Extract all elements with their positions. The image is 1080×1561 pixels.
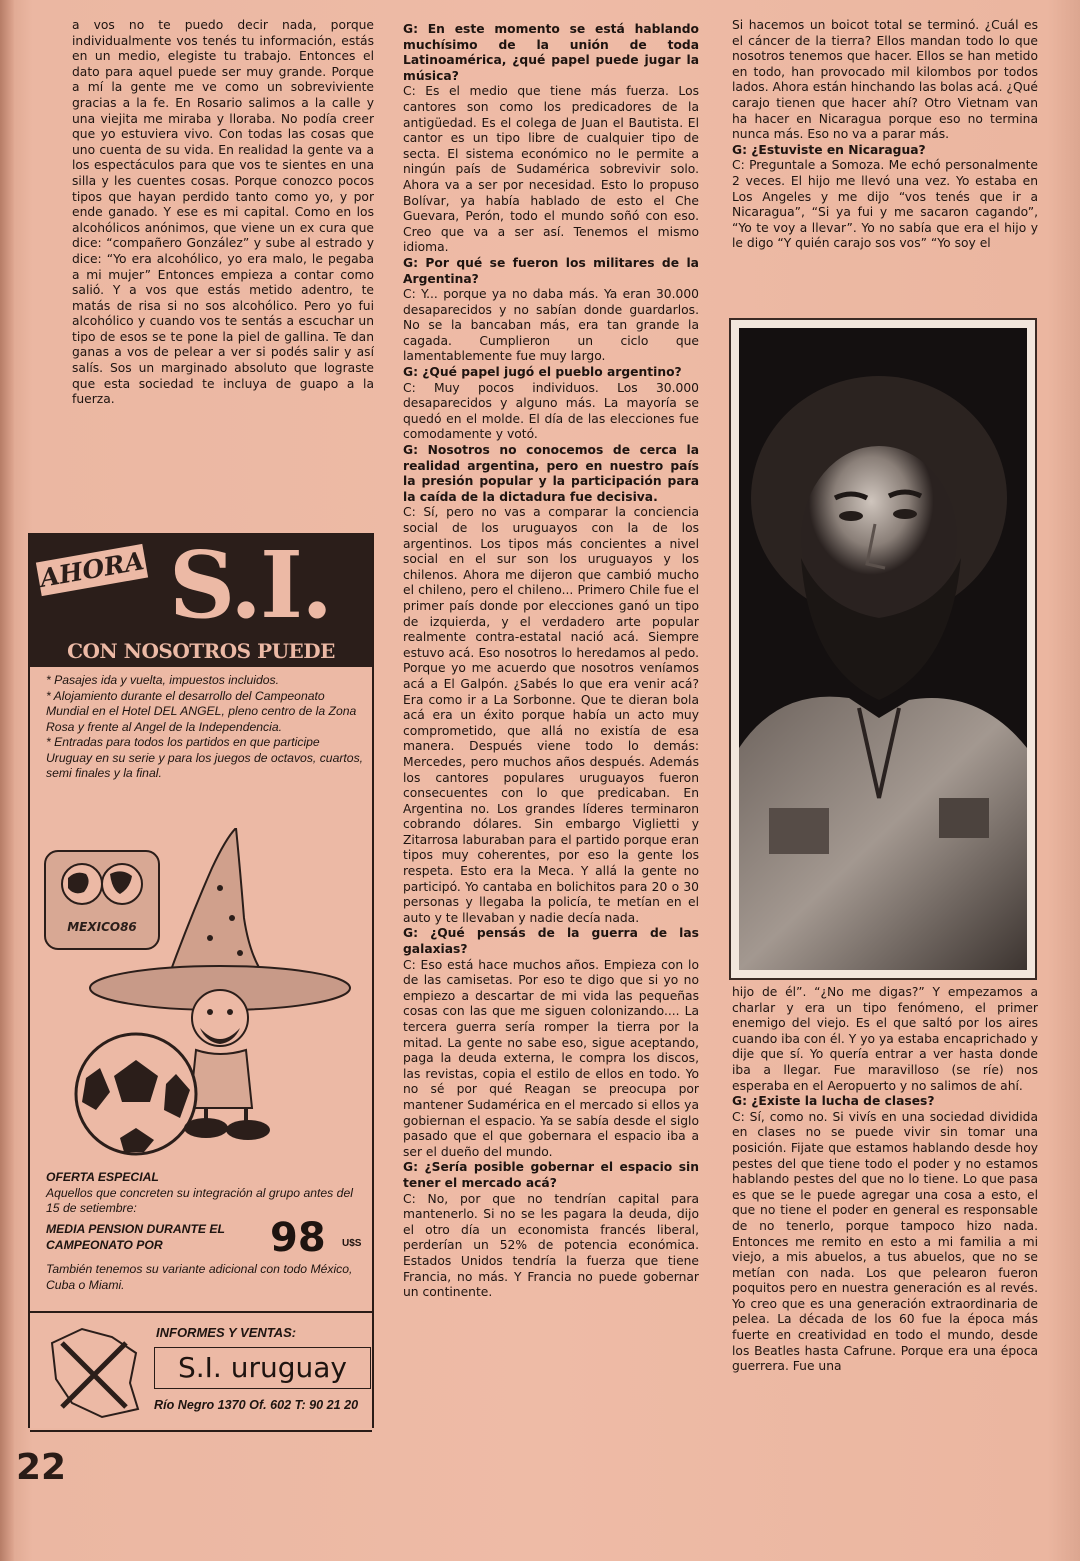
portrait-photo-frame — [729, 318, 1037, 980]
interview-paragraph: a vos no te puedo decir nada, porque individualmente vos tenés tu información, estás en un medio, elegiste tu trabajo. Entonces el dato para aquel puede ser muy grande. Porque a mí la gente me ve como un sobreviviente gracias a la fe. En Rosario salimos a la calle y una viejita me miraba y lloraba. No podía creer que yo estuviera vivo. Con todas las cosas que uno cuenta de su vida. En realidad la gente va a los espectáculos para que vos te sientes en una silla y les cuentes cosas. Porque conozco pocos tipos que hayan perdido tanto como yo, y por ende ganado. Y ese es mi capital. Como en los alcohólicos anónimos, que viene un ex cura que dice: “compañero González” y sube al estrado y dice: “Yo era alcohólico, yo era malo, le pegaba a mi mujer” Entonces empieza a contar como salió. Y a vos que estás metido adentro, te matás de risa si no sos alcohólico. Pero yo fui alcohólico y cuando vos te sentás a escuchar un tipo de esos se te pone la piel de gallina. Te dan ganas a vos de pelear a ver si podés salir y así salís. Sos un marginado absoluto que lograste que esta sociedad te incluya de guapo a la fuerza. — [72, 18, 374, 407]
page-binding-edge — [0, 0, 14, 1561]
article-column-3-top — [732, 18, 1038, 308]
company-address: Río Negro 1370 Of. 602 T: 90 21 20 — [154, 1398, 359, 1412]
interview-paragraph: C: Muy pocos individuos. Los 30.000 desaparecidos y alguno más. La mayoría se quedó en el molde. El día de las elecciones fue comodamente y votó. — [403, 380, 699, 442]
interview-question: G: ¿Estuviste en Nicaragua? — [732, 142, 926, 157]
article-column-1 — [72, 18, 374, 458]
interview-paragraph: C: No, por que no tendrían capital para mantenerlo. Si no se les pagara la deuda, dijo el otro día un economista francés liberal, perderían un 52% de potencia económica. Estados Unidos tendría la fuerza que tiene Francia, no más. Y Francia no puede gobernar un continente. — [403, 1191, 699, 1300]
interview-question: G: ¿Existe la lucha de clases? — [732, 1094, 935, 1109]
interview-paragraph: C: Sí, pero no vas a comparar la conciencia social de los uruguayos con la de los argentinos. Los tipos más concientes a nivel social en el sur son los uruguayos y los chilenos. Ahora me dijeron que cambió mucho el chileno, pero el chileno... Primero Chile fue el primer país donde por elecciones ganó un tipo de izquierda, y el verdadero arte popular realmente contra-estatal nació acá. Siempre estuvo acá. Eso nosotros lo heredamos al pedo. Porque yo me acuerdo que nosotros veníamos acá a El Galpón. ¿Sabés lo que era venir acá? Era como ir a La Sorbonne. Que te dieran bola acá era un éxito porque había un acto muy comprometido, que allá no existía de esa manera. Después viene todo lo demás: Mercedes, pero muchos años después. Además los cantores populares uruguayos fueron consecuentes con lo que predicaban. En Argentina no. Los grandes líderes terminaron cobrando dólares. Sin embargo Viglietti y Zitarrosa laburaban para el partido porque eran tipos muy coherentes, por eso la gente los respeta. Esto era la Meca. Y allá la gente no participó. Yo cantaba en bolichitos para 20 o 30 personas y llegaba la policía, te metían en el auto y te llevaban y nadie decía nada. — [403, 505, 699, 925]
offer-title: OFERTA ESPECIAL — [46, 1170, 159, 1184]
interview-paragraph: C: Preguntale a Somoza. Me echó personalmente 2 veces. El hijo me llevó una vez. Yo estaba en Los Angeles y me dijo “vos tenés que ir a Nicaragua”, “Si ya fui y me sacaron cagando”, “Yo te voy a llevar”. Yo no sabía que era el hijo y le digo “Y quién carajo sos vos” “Yo soy el — [732, 158, 1038, 251]
ad-tagline: CON NOSOTROS PUEDE — [67, 639, 335, 663]
uruguay-map-icon — [42, 1323, 146, 1423]
interview-question: G: En este momento se está hablando muchísimo de la unión de toda Latinoamérica, ¿qué papel puede jugar la música? — [403, 22, 699, 83]
article-column-3-bottom — [732, 985, 1038, 1435]
ad-offer-section — [46, 1170, 364, 1292]
interview-question: G: ¿Qué papel jugó el pueblo argentino? — [403, 365, 682, 380]
page-number: 22 — [16, 1447, 67, 1488]
interview-paragraph: C: Eso está hace muchos años. Empieza con lo de las camisetas. Por eso te digo que si yo no empiezo a descartar de mi vida las pequeñas cosas con las que me siguen colonizando.... La tercera guerra sería romper la tierra por la mitad. La gente no sabe eso, sigue aceptando, paga la deuda externa, le compra los discos, las revistas, copia el estilo de ellos en todo. Yo no sé por qué Reagan se preocupa por mantener Sudamérica en el mercado si ellos ya gobiernan el espacio. Ya se sabía desde el siglo pasado que el que gobernara el espacio iba a ser el dueño del mundo. — [403, 957, 699, 1159]
mexico86-label: MEXICO86 — [67, 920, 137, 934]
price-currency: U$S — [342, 1238, 362, 1249]
portrait-photo — [739, 328, 1027, 970]
ad-brand-title: S.I. — [168, 531, 332, 639]
price-value: 98 — [270, 1215, 326, 1261]
interview-question: G: ¿Sería posible gobernar el espacio sin tener el mercado acá? — [403, 1160, 699, 1190]
ad-bullet: * Alojamiento durante el desarrollo del Campeonato Mundial en el Hotel DEL ANGEL, pleno centro de la Zona Rosa y frente al Angel de la Independencia. — [46, 688, 357, 734]
info-label: INFORMES Y VENTAS: — [156, 1325, 297, 1340]
ad-contact-footer — [30, 1311, 372, 1432]
interview-paragraph: C: Sí, como no. Si vivís en una sociedad dividida en clases no se puede vivir sin tomar una posición. Fijate que estamos hablando desde hoy pestes del que tiene todo el poder y no estamos hablando pestes del que no lo tiene. Lo que pasa es que se le puede agregar una cosa a esto, el que no tiene el poder en general es responsable de no tenerlo, porque tampoco hizo nada. Entonces me remito en esto a mi familia a mi viejo, a mis abuelos, a tus abuelos, que no se metían con nada. Los que pelearon fueron poquitos pero en nuestra generación es al revés. Yo creo que es una generación extraordinaria de pelea. La década de los 60 fue la época más fuerte en creatividad en todo el mundo, desde los Beatles hasta Cafrune. Porque era una época guerrera. Fue una — [732, 1109, 1038, 1374]
pique-mascot-icon — [40, 828, 362, 1158]
interview-paragraph: C: Es el medio que tiene más fuerza. Los cantores son como los predicadores de la antigüedad. Es el colega de Juan el Bautista. El cantor es un tipo libre de cualquier tipo de secta. El sistema económico no le permite a ningún país de Sudamérica sobrevivir solo. Ahora va a ser por necesidad. Esto lo propuso Bolívar, ya había hablado de esto el Che Guevara, Perón, todo el mundo soñó con eso. Creo que va a ser así. Tenemos el mismo idioma. — [403, 84, 699, 255]
interview-paragraph: Si hacemos un boicot total se terminó. ¿Cuál es el cáncer de la tierra? Ellos mandan todo lo que nosotros tenemos que hacer. Ellos se han metido en todo, han provocado mil kilombos por todos lados. Ahora están hinchando las bolas acá. ¿Qué carajo tienen que hacer ahí? Otro Vietnam van ha hacer en Nicaragua porque eso no termina nunca más. Eso no va a parar más. — [732, 18, 1038, 142]
interview-question: G: Nosotros no conocemos de cerca la realidad argentina, pero en nuestro país la presión popular y la participación para la caída de la dictadura fue decisiva. — [403, 443, 699, 504]
alternative-offer-text: También tenemos su variante adicional con todo México, Cuba o Miami. — [46, 1262, 353, 1292]
article-column-2 — [403, 22, 699, 1434]
interview-paragraph: C: Y... porque ya no daba más. Ya eran 30.000 desaparecidos y no sabían donde guardarlos. No se la bancaban más, era tan grande la cagada. Cumplieron un ciclo que lamentablemente fue muy largo. — [403, 287, 699, 364]
mascot-illustration — [40, 828, 362, 1158]
ad-header-banner — [30, 533, 372, 667]
interview-question: G: ¿Qué pensás de la guerra de las galaxias? — [403, 926, 699, 957]
offer-text: Aquellos que concreten su integración al grupo antes del 15 de setiembre: — [46, 1185, 353, 1215]
ad-ahora-label: AHORA — [36, 544, 148, 596]
ad-bullet-list — [46, 673, 364, 782]
company-name: S.I. uruguay — [154, 1347, 371, 1389]
price-label: MEDIA PENSION DURANTE EL CAMPEONATO POR — [46, 1222, 225, 1252]
ad-bullet: * Pasajes ida y vuelta, impuestos incluidos. — [46, 673, 280, 687]
travel-advertisement — [28, 533, 374, 1428]
price-row — [46, 1212, 364, 1261]
interview-question: G: Por qué se fueron los militares de la Argentina? — [403, 255, 699, 286]
ad-bullet: * Entradas para todos los partidos en que participe Uruguay en su serie y para los juegos de octavos, cuartos, semi finales y la final. — [46, 735, 364, 780]
interview-paragraph: hijo de él”. “¿No me digas?” Y empezamos a charlar y era un tipo fenómeno, el primer enemigo del viejo. Es el que saltó por los aires cuando iba con él. Y yo ya estaba encaprichado y dije que sí. Yo quería entrar a ver hasta donde iba a llegar. Fue maravilloso (se ríe) nos esperaba en el Aeropuerto y no salimos de ahí. — [732, 985, 1038, 1093]
bearded-man-portrait-icon — [739, 328, 1027, 970]
